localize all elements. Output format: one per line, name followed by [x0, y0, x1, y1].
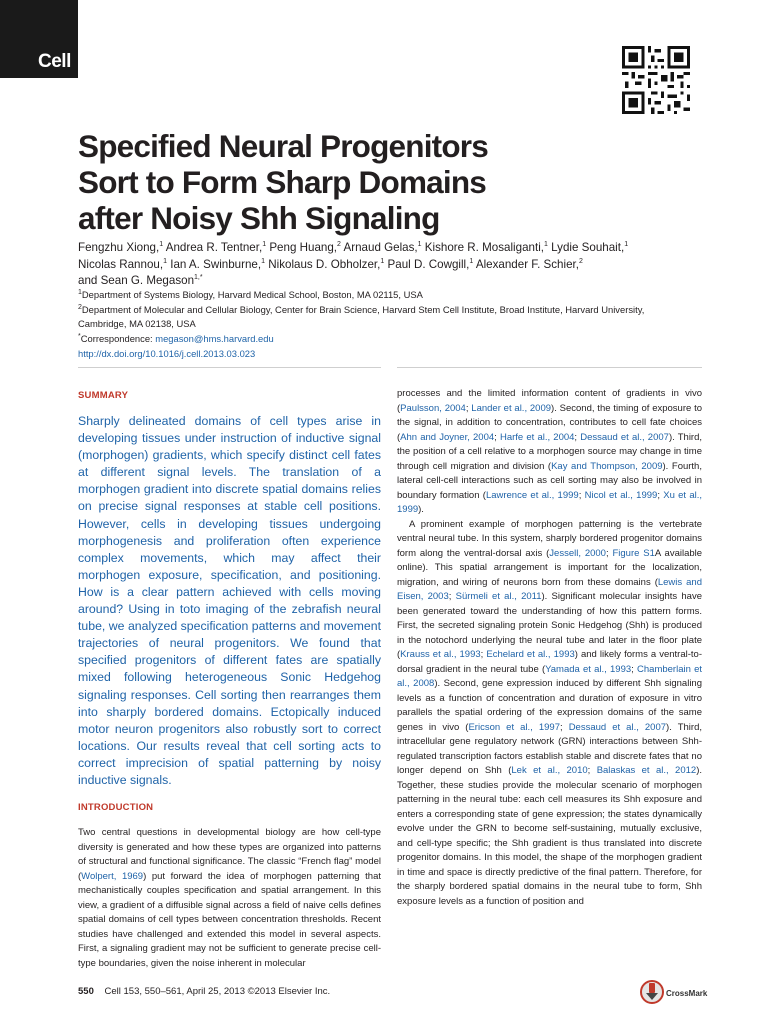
affiliation-2 — [78, 303, 718, 318]
citation-link[interactable]: Kay and Thompson, 2009 — [551, 460, 663, 472]
journal-logo-text: Cell — [38, 51, 71, 72]
citation-link[interactable]: Dessaud et al., 2007 — [568, 721, 667, 733]
body-text: A available online). This spatial arrangement is important for the localization, migration, and wiring of neurons born from these domains ( — [397, 547, 703, 588]
body-text: ; — [657, 489, 664, 501]
citation-link[interactable]: Figure S1 — [612, 547, 655, 559]
author-name: Andrea R. Tentner, — [165, 241, 263, 254]
body-text: ) put forward the idea of morphogen patterning that mechanistically couples specification and spatial arrangement. In this view, a gradient of a diffusible signal across a field of naive cells defines spatial domains of cell types between concentration thresholds. Recent studies have challenged and extended this model in several aspects. First, a signaling gradient may not be sufficient to generate precise cell-type boundaries, given the noise inherent in molecular — [78, 870, 381, 969]
body-text: ; — [480, 649, 487, 660]
body-text: ). Together, these studies provide the molecular scenario of morphogen patterning in the neural tube: each cell measures its Shh exposure and enters a corresponding state of gene expression; the states dynamically evolve under the GRN to become self-sustaining, mutually exclusive, and cell-type specific; the Shh gradient is thus translated into discrete progenitor domains. In this model, the shape of the morphogen gradient in time and space is directly predictive of the final pattern. Therefore, for the sharply bordered spatial domains in the neural tube to form, Shh exposure levels as a function of position and — [397, 765, 702, 907]
author-affiliation-marker: 1 — [262, 241, 267, 249]
author-affiliation-marker: 1 — [417, 241, 422, 249]
author-name: Lydie Souhait, — [551, 241, 625, 254]
author-affiliation-marker: 1 — [159, 241, 164, 249]
citation-link[interactable]: Harfe et al., 2004 — [499, 431, 575, 443]
body-text: ; — [631, 663, 638, 675]
author-name: and Sean G. Megason — [78, 274, 195, 287]
citation-link[interactable]: Dessaud et al., 2007 — [580, 431, 669, 443]
journal-citation: Cell 153, 550–561, April 25, 2013 ©2013 Elsevier Inc. — [104, 986, 331, 997]
citation-link[interactable]: Ahn and Joyner, 2004 — [400, 431, 495, 443]
citation-link[interactable]: Echelard et al., 1993 — [486, 649, 575, 660]
body-text: ). Significant molecular insights have been generated toward the understanding of how this pattern forms. First, the secreted signaling protein Sonic Hedgehog (Shh) is produced in the notochord underlying the neural tube and later in the floor plate ( — [397, 591, 702, 660]
author-affiliation-marker: 1 — [163, 257, 167, 265]
citation-link[interactable]: Yamada et al., 1993 — [545, 663, 632, 675]
affiliation-2-text: Department of Molecular and Cellular Biology, Center for Brain Science, Harvard Stem Cell Institute, Broad Institute, Harvard University, — [81, 303, 645, 315]
citation-link[interactable]: Xu et al., 1999 — [397, 489, 703, 515]
introduction-left-column — [78, 826, 381, 971]
author-affiliation-marker: 1 — [544, 241, 548, 249]
citation-link[interactable]: Sürmeli et al., 2011 — [455, 591, 542, 602]
affiliation-1-text: Department of Systems Biology, Harvard Medical School, Boston, MA 02115, USA — [81, 289, 423, 300]
body-text: ). Second, the timing of exposure to the signal, in addition to concentration, contributes to cell fate choices ( — [397, 402, 703, 443]
body-text: ; — [494, 431, 500, 443]
page-number: 550 — [78, 986, 94, 997]
citation-link[interactable]: Lewis and Eisen, 2003 — [397, 576, 702, 602]
citation-link[interactable]: Ericson et al., 1997 — [468, 721, 560, 733]
summary-text: Sharply delineated domains of cell types arise in developing tissues under instruction of inductive signal (morphogen) gradients, which specify distinct cell fates at different signal levels. The translation of a morphogen gradient into discrete spatial domains relies on precise signal responses at stable cell positions. However, cells in developing tissues undergoing morphogenesis and proliferation often experience complex movements, which may affect their morphogen exposure, specification, and positioning. How is a clear pattern achieved with cells moving around? Using in toto imaging of the zebrafish neural tube, we analyzed specification patterns and movement trajectories of neural progenitors. We found that specified progenitors of different fates are spatially mixed following heterogeneous Sonic Hedgehog signaling responses. Cell sorting then rearranges them into sharply bordered domains. Ectopically induced motor neuron progenitors also robustly sort to correct locations. Our results reveal that cell sorting acts to correct imprecision of spatial patterning by noisy inductive signals. — [78, 414, 381, 787]
citation-link[interactable]: Nicol et al., 1999 — [584, 489, 658, 501]
author-name: Alexander F. Schier, — [475, 257, 579, 271]
introduction-paragraph-1-cont — [397, 387, 702, 518]
citation-link[interactable]: Jessell, 2000 — [549, 547, 606, 559]
body-text: ; — [560, 721, 569, 733]
author-list — [78, 240, 718, 290]
author-affiliation-marker: 1 — [261, 257, 266, 265]
author-name: Peng Huang, — [269, 241, 338, 254]
body-text: ). Third, intracellular gene regulatory network (GRN) interactions between Shh-regulated transcription factors establish stable and discrete fates that no longer depend on Shh ( — [397, 721, 703, 776]
citation-link[interactable]: Wolpert, 1969 — [81, 870, 144, 882]
citation-link[interactable]: Lander et al., 2009 — [471, 402, 552, 414]
body-text: A prominent example of morphogen patterning is the vertebrate ventral neural tube. In this system, sharply bordered progenitor domains form along the ventral-dorsal axis ( — [397, 518, 702, 559]
author-name: Fengzhu Xiong, — [78, 241, 160, 254]
author-affiliation-marker: 2 — [578, 257, 583, 265]
affiliation-1-marker: 1 — [78, 288, 82, 296]
correspondence — [78, 332, 718, 347]
body-text: ). Second, gene expression induced by different Shh signaling levels as a function of concentration and duration of exposure in vitro parallels the spatial ordering of the expression domains of the same genes in vivo ( — [397, 678, 702, 733]
introduction-right-column — [397, 387, 702, 909]
affiliation-1 — [78, 288, 718, 303]
author-name: Paul D. Cowgill, — [387, 257, 470, 271]
summary-heading: SUMMARY — [78, 390, 129, 401]
body-text: ). Fourth, lateral cell-cell interactions such as cell sorting may also be involved in boundary formation ( — [397, 460, 702, 501]
body-text: ; — [578, 489, 585, 501]
crossmark-icon[interactable] — [640, 978, 708, 1006]
citation-link[interactable]: Balaskas et al., 2012 — [596, 765, 697, 776]
body-text: ). — [418, 504, 424, 515]
correspondence-email-link[interactable]: megason@hms.harvard.edu — [155, 333, 274, 345]
author-name: Nicolas Rannou, — [78, 257, 164, 271]
body-text: ; — [465, 402, 472, 414]
body-text: ; — [448, 591, 456, 602]
crossmark-label: CrossMark — [666, 989, 708, 998]
introduction-heading: INTRODUCTION — [78, 802, 154, 813]
author-affiliation-marker: 1,* — [194, 274, 203, 282]
affiliation-2-marker: 2 — [78, 303, 82, 311]
body-text: ). Third, the position of a cell relative to a morphogen source may change in time through cell migration and division ( — [397, 431, 703, 472]
correspondence-marker: * — [78, 332, 81, 340]
paper-title: Specified Neural Progenitors Sort to Form Sharp Domains after Noisy Shh Signaling — [78, 128, 488, 236]
section-divider-right — [397, 367, 702, 368]
body-text: processes and the limited information content of gradients in vivo ( — [397, 388, 702, 414]
journal-logo — [0, 0, 78, 78]
page-footer — [78, 986, 330, 997]
citation-link[interactable]: Chamberlain et al., 2008 — [397, 663, 703, 689]
author-affiliation-marker: 1 — [380, 257, 385, 265]
affiliations — [78, 288, 718, 362]
citation-link[interactable]: Lek et al., 2010 — [511, 765, 588, 776]
doi-line — [78, 347, 718, 362]
body-text: ; — [605, 547, 613, 559]
citation-link[interactable]: Paulsson, 2004 — [400, 402, 466, 414]
author-affiliation-marker: 1 — [469, 257, 474, 265]
body-text: ; — [587, 765, 597, 776]
affiliation-2-cont: Cambridge, MA 02138, USA — [78, 318, 196, 330]
correspondence-label: Correspondence: — [80, 333, 156, 345]
body-text: ; — [574, 431, 581, 443]
body-text: Two central questions in developmental biology are how cell-type diversity is generated and how these types are organized into patterns of structural and functional significance. The classic “French flag” model ( — [78, 827, 381, 882]
citation-link[interactable]: Lawrence et al., 1999 — [485, 489, 579, 501]
citation-link[interactable]: Krauss et al., 1993 — [400, 649, 481, 660]
section-divider-left — [78, 367, 381, 368]
body-text: ) and likely forms a ventral-to-dorsal gradient in the neural tube ( — [397, 649, 702, 675]
introduction-paragraph-2 — [397, 518, 702, 910]
doi-link[interactable]: http://dx.doi.org/10.1016/j.cell.2013.03.023 — [78, 347, 256, 359]
author-name: Ian A. Swinburne, — [170, 257, 262, 271]
author-affiliation-marker: 1 — [624, 241, 629, 249]
author-affiliation-marker: 2 — [337, 241, 341, 249]
author-name: Kishore R. Mosaliganti, — [424, 241, 544, 254]
author-name: Nikolaus D. Obholzer, — [268, 257, 381, 271]
qr-code-icon — [622, 46, 690, 114]
author-name: Arnaud Gelas, — [343, 241, 418, 254]
